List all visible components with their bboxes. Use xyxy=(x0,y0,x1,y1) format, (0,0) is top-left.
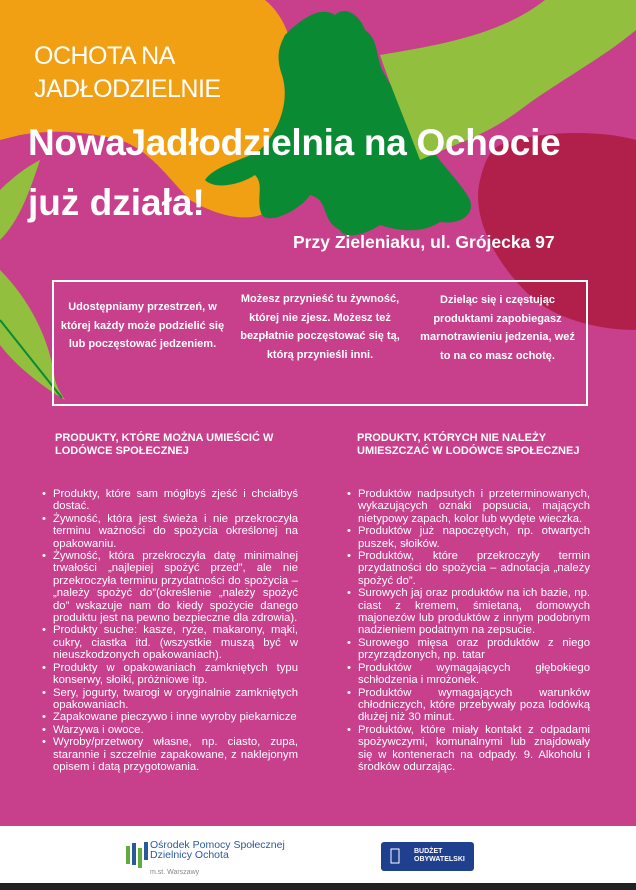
list-item: • Produkty, które sam mógłbyś zjeść i chciałbyś dostać. xyxy=(40,488,298,513)
allowed-heading: PRODUKTY, KTÓRE MOŻNA UMIEŚCIĆ W LODÓWCE SPOŁECZNEJ xyxy=(55,432,274,457)
list-item: • Żywność, która jest świeża i nie przekroczyła terminu ważności do spożycia określonej na opakowaniu. xyxy=(40,513,298,550)
list-item: • Produktów nadpsutych i przeterminowanych, wykazujących oznaki popsucia, mających nietypowy zapach, kolor lub wydęte wieczka. xyxy=(345,488,590,525)
footer xyxy=(0,826,636,883)
list-item: • Produktów wymagających warunków chłodniczych, które przebywały poza lodówką dłużej niż 30 minut. xyxy=(345,687,590,724)
ops-logo-icon xyxy=(125,840,149,870)
list-item: • Surowych jaj oraz produktów na ich bazie, np. ciast z kremem, śmietaną, domowych majonezów lub produktów z innym podobnym nadzieniem podatnym na zepsucie. xyxy=(345,587,590,637)
ops-city: m.st. Warszawy xyxy=(150,869,200,876)
allowed-list xyxy=(40,488,298,773)
list-item: • Produkty suche: kasze, ryże, makarony, mąki, cukry, ciastka itd. (wszystkie muszą być w nieuszkodzonych opakowaniach). xyxy=(40,624,298,661)
info-column: Udostępniamy przestrzeń, w której każdy może podzielić się lub poczęstować jedzeniem. xyxy=(60,301,225,350)
list-item: • Produktów, które miały kontakt z odpadami spożywczymi, komunalnymi lub znajdowały się w kontenerach na odpady. 9. Alkoholu i środków odurzając. xyxy=(345,724,590,774)
list-item: • Zapakowane pieczywo i inne wyroby piekarnicze xyxy=(40,711,298,723)
info-column: Dzieląc się i częstując produktami zapobiegasz marnotrawieniu jedzenia, weź to na co masz ochotę. xyxy=(420,294,575,362)
forbidden-heading: PRODUKTY, KTÓRYCH NIE NALEŻY UMIESZCZAĆ W LODÓWCE SPOŁECZNEJ xyxy=(357,432,580,457)
budget-text: OBYWATELSKI xyxy=(414,855,465,863)
page-title: NowaJadłodzielnia na Ochocie xyxy=(28,122,561,163)
address: Przy Zieleniaku, ul. Grójecka 97 xyxy=(293,232,555,252)
info-box xyxy=(52,280,588,406)
list-item: • Sery, jogurty, twarogi w oryginalnie zamkniętych opakowaniach. xyxy=(40,687,298,712)
list-item: • Surowego mięsa oraz produktów z niego przyrządzonych, np. tatar xyxy=(345,637,590,662)
subtitle-line: JADŁODZIELNIE xyxy=(34,75,221,103)
budget-text: BUDŻET xyxy=(414,848,443,855)
forbidden-list xyxy=(345,488,590,773)
bottom-bar xyxy=(0,883,636,890)
budget-logo xyxy=(381,842,474,871)
list-item: • Produktów już napoczętych, np. otwartych puszek, słoików. xyxy=(345,525,590,550)
list-item: • Żywność, która przekroczyła datę minimalnej trwałości „najlepiej spożyć przed”, ale nie przekroczyła terminu przydatności do spożycia – „należy spożyć do”(określenie „należy spożyć do” wskazuje nam do kiedy spożycie danego produktu jest na pewno bezpieczne dla zdrowia). xyxy=(40,550,298,624)
page-title-line2: już działa! xyxy=(28,182,205,223)
list-item: • Wyroby/przetwory własne, np. ciasto, zupa, starannie i szczelnie zapakowane, z naklejonym opisem i datą przygotowania. xyxy=(40,736,298,773)
list-item: • Produktów, które przekroczyły termin przydatności do spożycia – adnotacja „należy spożyć do”. xyxy=(345,550,590,587)
info-column: Możesz przynieść tu żywność, której nie zjesz. Możesz też bezpłatnie poczęstować się tą, którą przynieśli inni. xyxy=(240,293,400,361)
ops-name: Dzielnicy Ochota xyxy=(150,849,229,861)
list-item: • Warzywa i owoce. xyxy=(40,724,298,736)
subtitle xyxy=(34,40,221,106)
ops-logo-text xyxy=(150,840,285,878)
subtitle-line: OCHOTA NA xyxy=(34,42,175,70)
warsaw-crest-icon xyxy=(390,848,400,864)
ops-name: Ośrodek Pomocy Społecznej xyxy=(150,839,285,851)
list-item: • Produktów wymagających głębokiego schłodzenia i mrożonek. xyxy=(345,662,590,687)
list-item: • Produkty w opakowaniach zamkniętych typu konserwy, słoiki, próżniowe itp. xyxy=(40,662,298,687)
